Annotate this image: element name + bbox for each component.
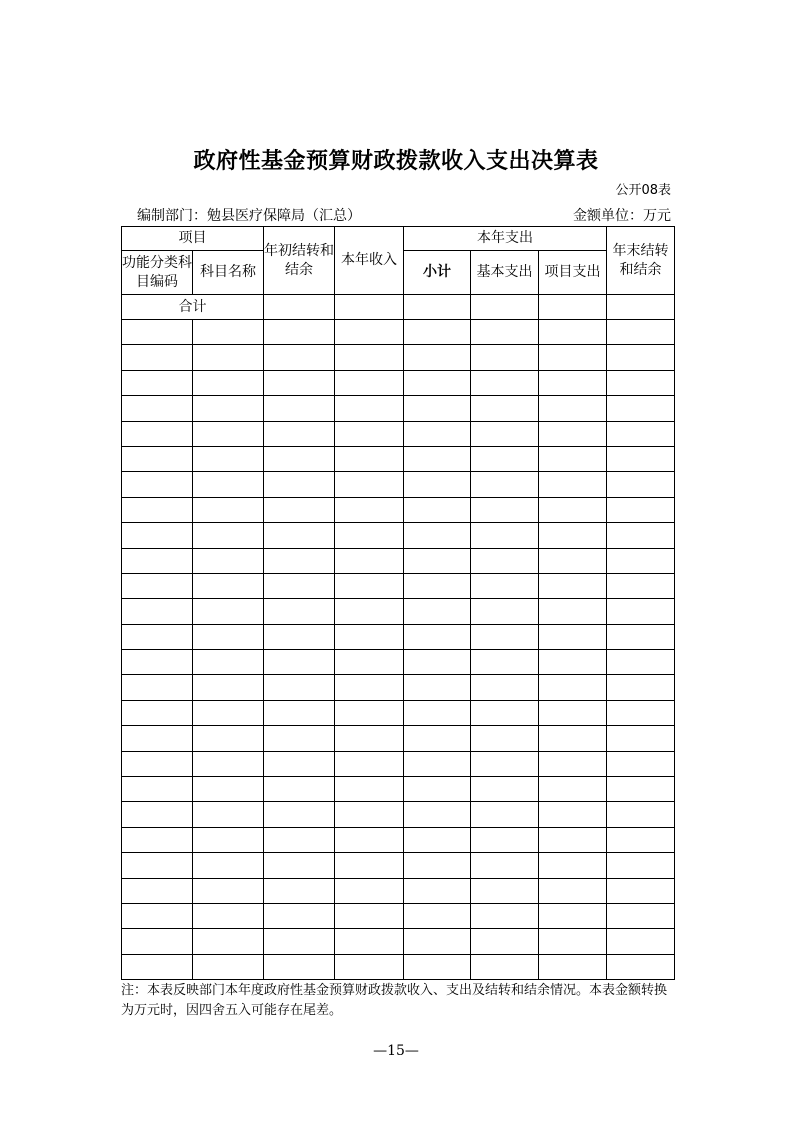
table-cell: [264, 624, 335, 649]
table-cell: [471, 548, 539, 573]
table-cell: [122, 650, 193, 675]
table-row: [122, 370, 675, 395]
table-row: [122, 573, 675, 598]
table-cell: [539, 573, 607, 598]
table-cell: [539, 370, 607, 395]
table-cell: [122, 421, 193, 446]
table-cell: [471, 497, 539, 522]
table-cell: [607, 777, 675, 802]
table-cell: [471, 573, 539, 598]
table-cell: [607, 421, 675, 446]
table-cell: [471, 726, 539, 751]
table-row: [122, 650, 675, 675]
table-cell: [335, 396, 404, 421]
table-row: [122, 548, 675, 573]
table-cell: [193, 599, 264, 624]
table-cell: [264, 650, 335, 675]
table-cell: [471, 599, 539, 624]
table-cell: [122, 751, 193, 776]
table-cell: [122, 497, 193, 522]
table-cell: [193, 472, 264, 497]
table-cell: [539, 523, 607, 548]
table-cell: [404, 295, 471, 320]
table-cell: [539, 421, 607, 446]
table-cell: [335, 751, 404, 776]
table-cell: [264, 345, 335, 370]
table-cell: [264, 751, 335, 776]
table-cell: [193, 802, 264, 827]
footnote: 注：本表反映部门本年度政府性基金预算财政拨款收入、支出及结转和结余情况。本表金额转换为万元时，因四舍五入可能存在尾差。: [121, 983, 668, 1018]
table-cell: [193, 777, 264, 802]
table-cell: [539, 624, 607, 649]
table-cell: [335, 903, 404, 928]
table-cell: [471, 421, 539, 446]
table-cell: [471, 903, 539, 928]
table-row: [122, 929, 675, 954]
budget-table: [121, 226, 675, 980]
table-cell: [335, 497, 404, 522]
table-cell: [264, 726, 335, 751]
table-cell: [471, 650, 539, 675]
table-cell: [607, 523, 675, 548]
table-cell: [607, 954, 675, 979]
table-cell: [122, 523, 193, 548]
table-cell: [607, 802, 675, 827]
table-row: [122, 853, 675, 878]
table-cell: [471, 853, 539, 878]
table-cell: [404, 726, 471, 751]
table-cell: [539, 802, 607, 827]
table-cell: [193, 751, 264, 776]
table-cell: [607, 650, 675, 675]
table-cell: [335, 370, 404, 395]
table-cell: [264, 853, 335, 878]
table-cell: [193, 675, 264, 700]
header-opening-balance: 年初结转和结余: [264, 227, 335, 295]
table-cell: [404, 523, 471, 548]
table-cell: [539, 650, 607, 675]
table-row: [122, 777, 675, 802]
table-cell: [607, 903, 675, 928]
table-cell: [193, 421, 264, 446]
table-cell: [404, 878, 471, 903]
table-cell: [404, 751, 471, 776]
header-func-code: 功能分类科目编码: [122, 251, 193, 295]
table-cell: [607, 320, 675, 345]
table-cell: [607, 827, 675, 852]
table-cell: [404, 827, 471, 852]
table-cell: [404, 777, 471, 802]
table-cell: [193, 446, 264, 471]
total-label: 合计: [122, 295, 264, 320]
header-current-expense: 本年支出: [404, 227, 607, 251]
table-cell: [193, 700, 264, 725]
header-current-income: 本年收入: [335, 227, 404, 295]
table-cell: [607, 295, 675, 320]
table-cell: [264, 878, 335, 903]
table-cell: [264, 421, 335, 446]
table-cell: [607, 497, 675, 522]
table-cell: [607, 573, 675, 598]
table-cell: [404, 497, 471, 522]
table-cell: [264, 523, 335, 548]
table-cell: [471, 954, 539, 979]
table-cell: [335, 878, 404, 903]
table-cell: [193, 878, 264, 903]
table-cell: [122, 624, 193, 649]
table-cell: [193, 548, 264, 573]
table-row: [122, 700, 675, 725]
table-cell: [335, 345, 404, 370]
table-cell: [193, 523, 264, 548]
table-cell: [539, 497, 607, 522]
table-cell: [193, 370, 264, 395]
table-cell: [471, 472, 539, 497]
table-cell: [264, 599, 335, 624]
table-cell: [335, 624, 404, 649]
table-cell: [264, 472, 335, 497]
table-cell: [607, 548, 675, 573]
table-cell: [471, 624, 539, 649]
table-cell: [539, 726, 607, 751]
table-cell: [122, 929, 193, 954]
table-cell: [335, 548, 404, 573]
table-row: [122, 624, 675, 649]
total-row: [122, 295, 675, 320]
table-row: [122, 675, 675, 700]
table-cell: [335, 700, 404, 725]
table-cell: [539, 320, 607, 345]
table-cell: [193, 573, 264, 598]
table-cell: [404, 396, 471, 421]
table-row: [122, 472, 675, 497]
table-cell: [264, 827, 335, 852]
table-cell: [335, 954, 404, 979]
table-cell: [264, 777, 335, 802]
table-cell: [404, 370, 471, 395]
table-cell: [193, 726, 264, 751]
table-cell: [335, 853, 404, 878]
table-cell: [404, 903, 471, 928]
table-cell: [471, 777, 539, 802]
table-cell: [122, 802, 193, 827]
table-row: [122, 446, 675, 471]
table-cell: [471, 878, 539, 903]
table-cell: [539, 853, 607, 878]
table-cell: [607, 700, 675, 725]
table-cell: [607, 878, 675, 903]
table-row: [122, 751, 675, 776]
header-subtotal: 小计: [404, 251, 471, 295]
table-cell: [404, 802, 471, 827]
table-cell: [193, 345, 264, 370]
table-cell: [335, 472, 404, 497]
table-cell: [471, 700, 539, 725]
table-cell: [335, 777, 404, 802]
table-cell: [539, 751, 607, 776]
table-cell: [404, 446, 471, 471]
table-cell: [607, 599, 675, 624]
table-cell: [471, 345, 539, 370]
table-cell: [607, 396, 675, 421]
table-cell: [471, 827, 539, 852]
table-cell: [122, 599, 193, 624]
page-title: 政府性基金预算财政拨款收入支出决算表: [193, 149, 599, 174]
table-cell: [122, 954, 193, 979]
table-cell: [471, 370, 539, 395]
table-cell: [607, 726, 675, 751]
table-cell: [335, 421, 404, 446]
table-row: [122, 599, 675, 624]
table-cell: [404, 954, 471, 979]
table-cell: [193, 929, 264, 954]
table-cell: [539, 929, 607, 954]
table-cell: [607, 446, 675, 471]
table-cell: [193, 827, 264, 852]
table-cell: [607, 624, 675, 649]
table-cell: [264, 548, 335, 573]
table-row: [122, 827, 675, 852]
table-cell: [404, 599, 471, 624]
table-cell: [264, 320, 335, 345]
table-cell: [539, 777, 607, 802]
table-cell: [122, 370, 193, 395]
table-cell: [264, 396, 335, 421]
table-cell: [471, 675, 539, 700]
table-cell: [404, 472, 471, 497]
reporting-unit: 编制部门：勉县医疗保障局（汇总）: [137, 208, 361, 224]
table-cell: [539, 446, 607, 471]
table-cell: [539, 396, 607, 421]
table-cell: [264, 497, 335, 522]
table-cell: [122, 827, 193, 852]
table-cell: [193, 497, 264, 522]
table-row: [122, 523, 675, 548]
table-cell: [471, 523, 539, 548]
header-project-expense: 项目支出: [539, 251, 607, 295]
table-cell: [264, 802, 335, 827]
table-cell: [193, 954, 264, 979]
table-cell: [404, 650, 471, 675]
table-cell: [539, 295, 607, 320]
table-cell: [404, 675, 471, 700]
table-cell: [539, 548, 607, 573]
table-cell: [404, 548, 471, 573]
table-cell: [539, 345, 607, 370]
table-cell: [122, 472, 193, 497]
table-cell: [335, 523, 404, 548]
table-cell: [404, 345, 471, 370]
table-row: [122, 396, 675, 421]
table-cell: [122, 675, 193, 700]
table-cell: [404, 573, 471, 598]
table-cell: [539, 954, 607, 979]
table-cell: [122, 573, 193, 598]
table-cell: [471, 751, 539, 776]
table-row: [122, 421, 675, 446]
table-cell: [607, 929, 675, 954]
header-basic-expense: 基本支出: [471, 251, 539, 295]
table-cell: [539, 700, 607, 725]
table-cell: [264, 700, 335, 725]
table-cell: [539, 675, 607, 700]
amount-unit: 金额单位：万元: [573, 208, 671, 224]
table-cell: [264, 675, 335, 700]
table-cell: [335, 827, 404, 852]
table-cell: [335, 675, 404, 700]
table-cell: [607, 370, 675, 395]
table-cell: [264, 295, 335, 320]
table-cell: [471, 802, 539, 827]
table-row: [122, 954, 675, 979]
table-cell: [539, 878, 607, 903]
table-cell: [264, 954, 335, 979]
table-cell: [607, 751, 675, 776]
header-subject-name: 科目名称: [193, 251, 264, 295]
table-cell: [335, 802, 404, 827]
table-cell: [539, 599, 607, 624]
table-cell: [122, 878, 193, 903]
table-cell: [264, 573, 335, 598]
table-cell: [539, 472, 607, 497]
table-cell: [335, 650, 404, 675]
table-cell: [122, 700, 193, 725]
table-cell: [335, 320, 404, 345]
table-row: [122, 320, 675, 345]
table-cell: [193, 650, 264, 675]
table-row: [122, 802, 675, 827]
table-cell: [335, 295, 404, 320]
table-cell: [264, 903, 335, 928]
table-cell: [607, 472, 675, 497]
table-cell: [471, 295, 539, 320]
table-cell: [539, 827, 607, 852]
table-cell: [193, 903, 264, 928]
table-cell: [404, 624, 471, 649]
form-code: 公开08表: [615, 183, 671, 198]
header-closing-balance: 年末结转和结余: [607, 227, 675, 295]
table-row: [122, 903, 675, 928]
table-cell: [471, 929, 539, 954]
page-number: —15—: [373, 1043, 419, 1059]
table-cell: [193, 396, 264, 421]
table-cell: [404, 853, 471, 878]
table-cell: [539, 903, 607, 928]
table-cell: [193, 320, 264, 345]
table-cell: [404, 320, 471, 345]
table-cell: [122, 903, 193, 928]
table-cell: [404, 700, 471, 725]
table-cell: [193, 624, 264, 649]
table-cell: [471, 396, 539, 421]
table-cell: [335, 446, 404, 471]
table-cell: [122, 726, 193, 751]
table-cell: [264, 370, 335, 395]
header-project: 项目: [122, 227, 264, 251]
table-cell: [122, 853, 193, 878]
table-cell: [122, 345, 193, 370]
table-cell: [335, 929, 404, 954]
table-cell: [264, 929, 335, 954]
table-row: [122, 497, 675, 522]
table-cell: [471, 320, 539, 345]
table-cell: [607, 345, 675, 370]
table-row: [122, 726, 675, 751]
table-cell: [193, 853, 264, 878]
table-row: [122, 878, 675, 903]
table-cell: [607, 853, 675, 878]
table-cell: [122, 548, 193, 573]
table-cell: [404, 421, 471, 446]
table-cell: [404, 929, 471, 954]
table-cell: [335, 726, 404, 751]
table-cell: [122, 777, 193, 802]
table-cell: [335, 599, 404, 624]
table-cell: [607, 675, 675, 700]
table-cell: [471, 446, 539, 471]
table-cell: [264, 446, 335, 471]
table-cell: [335, 573, 404, 598]
table-cell: [122, 320, 193, 345]
table-row: [122, 345, 675, 370]
table-cell: [122, 396, 193, 421]
table-cell: [122, 446, 193, 471]
